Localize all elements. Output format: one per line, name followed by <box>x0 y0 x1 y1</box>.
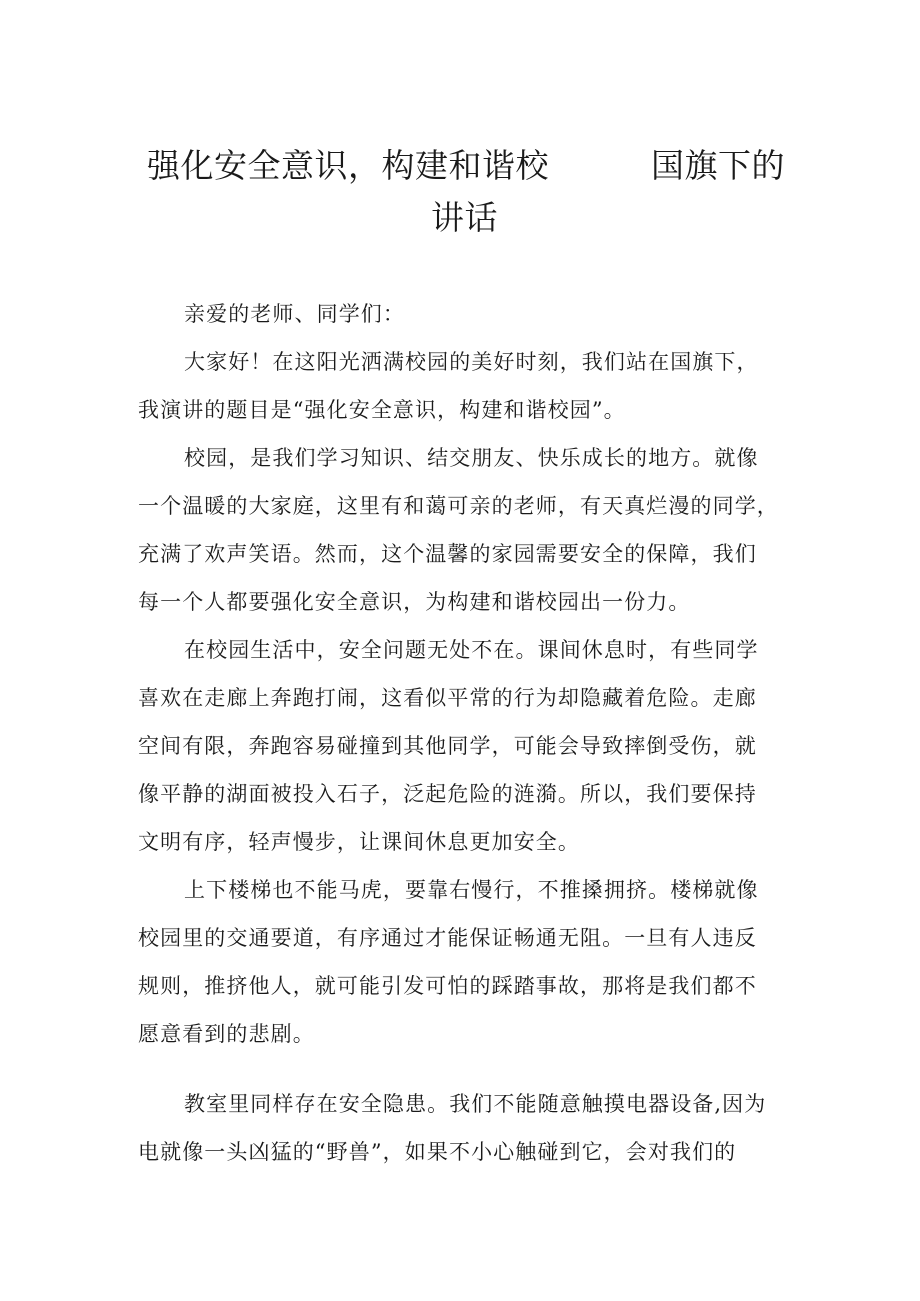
paragraph-line: 校园里的交通要道，有序通过才能保证畅通无阻。一旦有人违反 <box>138 926 757 950</box>
paragraph-line: 喜欢在走廊上奔跑打闹，这看似平常的行为却隐藏着危险。走廊 <box>138 686 757 710</box>
paragraph-greeting <box>138 338 798 434</box>
title-line-2: 讲话 <box>431 198 498 237</box>
paragraph-line: 校园，是我们学习知识、结交朋友、快乐成长的地方。就像 <box>184 446 759 470</box>
paragraph-line: 充满了欢声笑语。然而，这个温馨的家园需要安全的保障，我们 <box>138 542 757 566</box>
paragraph-line: 像平静的湖面被投入石子，泛起危险的涟漪。所以，我们要保持 <box>138 782 757 806</box>
paragraph-line: 一个温暖的大家庭，这里有和蔼可亲的老师，有天真烂漫的同学， <box>138 494 779 518</box>
paragraph-line: 大家好！在这阳光洒满校园的美好时刻，我们站在国旗下， <box>184 350 759 374</box>
paragraph-classroom <box>138 1080 798 1176</box>
paragraph-line: 规则，推挤他人，就可能引发可怕的踩踏事故，那将是我们都不 <box>138 974 757 998</box>
paragraph-stairs <box>138 866 798 1058</box>
paragraph-line: 愿意看到的悲剧。 <box>138 1022 315 1046</box>
paragraph-line: 空间有限，奔跑容易碰撞到其他同学，可能会导致摔倒受伤，就 <box>138 734 757 758</box>
paragraph-line: 我演讲的题目是“强化安全意识，构建和谐校园”。 <box>138 398 626 422</box>
paragraph-gap <box>138 1058 798 1080</box>
paragraph-line: 上下楼梯也不能马虎，要靠右慢行，不推搡拥挤。楼梯就像 <box>184 878 759 902</box>
paragraph-campus <box>138 434 798 626</box>
salutation <box>138 290 798 338</box>
paragraph-line: 每一个人都要强化安全意识，为构建和谐校园出一份力。 <box>138 590 691 614</box>
speech-body <box>138 290 798 1176</box>
paragraph-line: 在校园生活中，安全问题无处不在。课间休息时，有些同学 <box>184 638 759 662</box>
paragraph-line: 文明有序，轻声慢步，让课间休息更加安全。 <box>138 830 580 854</box>
title-line-1-left: 强化安全意识，构建和谐校 <box>147 146 549 185</box>
paragraph-corridor <box>138 626 798 866</box>
paragraph-line: 电就像一头凶猛的“野兽”，如果不小心触碰到它，会对我们的 <box>138 1140 737 1164</box>
title-line-1-right: 国旗下的 <box>651 146 785 185</box>
paragraph-line: 教室里同样存在安全隐患。我们不能随意触摸电器设备,因为 <box>184 1092 767 1116</box>
salutation-text: 亲爱的老师、同学们： <box>184 302 405 326</box>
